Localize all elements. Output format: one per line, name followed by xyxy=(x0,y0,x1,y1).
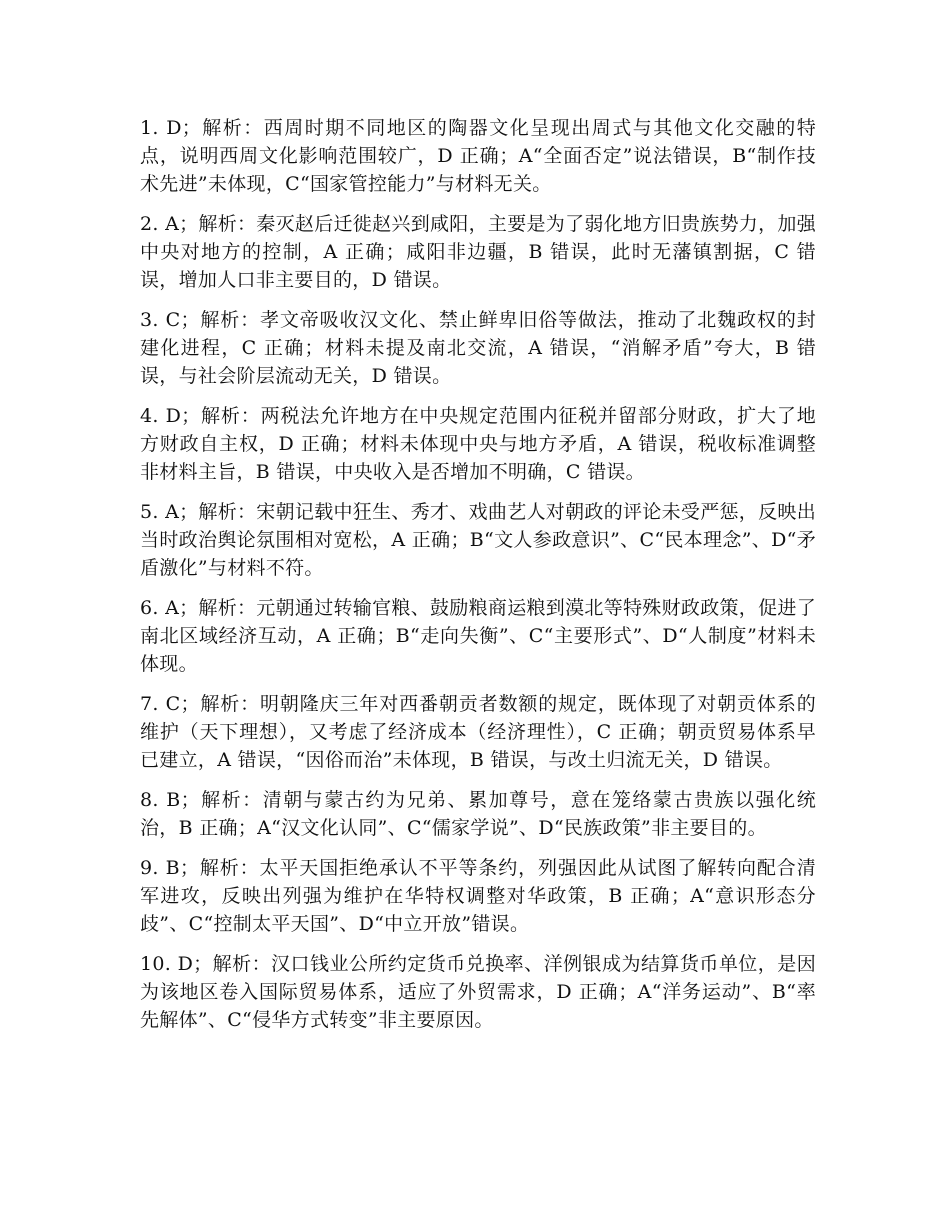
answer-10: 10. D；解析：汉口钱业公所约定货币兑换率、洋例银成为结算货币单位，是因为该地区卷入国际贸易体系，适应了外贸需求，D 正确；A“洋务运动”、B“率先解体”、C“侵华方式转变”非主要原因。 xyxy=(140,953,816,1031)
answer-explanations xyxy=(140,114,816,1046)
answer-7: 7. C；解析：明朝隆庆三年对西番朝贡者数额的规定，既体现了对朝贡体系的维护（天下理想），又考虑了经济成本（经济理性），C 正确；朝贡贸易体系早已建立，A 错误，“因俗而治”未体现，B 错误，与改土归流无关，D 错误。 xyxy=(140,693,816,771)
answer-4: 4. D；解析：两税法允许地方在中央规定范围内征税并留部分财政，扩大了地方财政自主权，D 正确；材料未体现中央与地方矛盾，A 错误，税收标准调整非材料主旨，B 错误，中央收入是否增加不明确，C 错误。 xyxy=(140,405,816,483)
answer-1: 1. D；解析：西周时期不同地区的陶器文化呈现出周式与其他文化交融的特点，说明西周文化影响范围较广，D 正确；A“全面否定”说法错误，B“制作技术先进”未体现，C“国家管控能力”与材料无关。 xyxy=(140,117,816,195)
answer-6: 6. A；解析：元朝通过转输官粮、鼓励粮商运粮到漠北等特殊财政政策，促进了南北区域经济互动，A 正确；B“走向失衡”、C“主要形式”、D“人制度”材料未体现。 xyxy=(140,597,816,675)
answer-5: 5. A；解析：宋朝记载中狂生、秀才、戏曲艺人对朝政的评论未受严惩，反映出当时政治舆论氛围相对宽松，A 正确；B“文人参政意识”、C“民本理念”、D“矛盾激化”与材料不符。 xyxy=(140,501,816,579)
answer-9: 9. B；解析：太平天国拒绝承认不平等条约，列强因此从试图了解转向配合清军进攻，反映出列强为维护在华特权调整对华政策，B 正确；A“意识形态分歧”、C“控制太平天国”、D“中立开放”错误。 xyxy=(140,857,816,935)
answer-2: 2. A；解析：秦灭赵后迁徙赵兴到咸阳，主要是为了弱化地方旧贵族势力，加强中央对地方的控制，A 正确；咸阳非边疆，B 错误，此时无藩镇割据，C 错误，增加人口非主要目的，D 错误。 xyxy=(140,213,816,291)
answer-3: 3. C；解析：孝文帝吸收汉文化、禁止鲜卑旧俗等做法，推动了北魏政权的封建化进程，C 正确；材料未提及南北交流，A 错误，“消解矛盾”夸大，B 错误，与社会阶层流动无关，D 错误。 xyxy=(140,309,816,387)
answer-8: 8. B；解析：清朝与蒙古约为兄弟、累加尊号，意在笼络蒙古贵族以强化统治，B 正确；A“汉文化认同”、C“儒家学说”、D“民族政策”非主要目的。 xyxy=(140,789,816,839)
